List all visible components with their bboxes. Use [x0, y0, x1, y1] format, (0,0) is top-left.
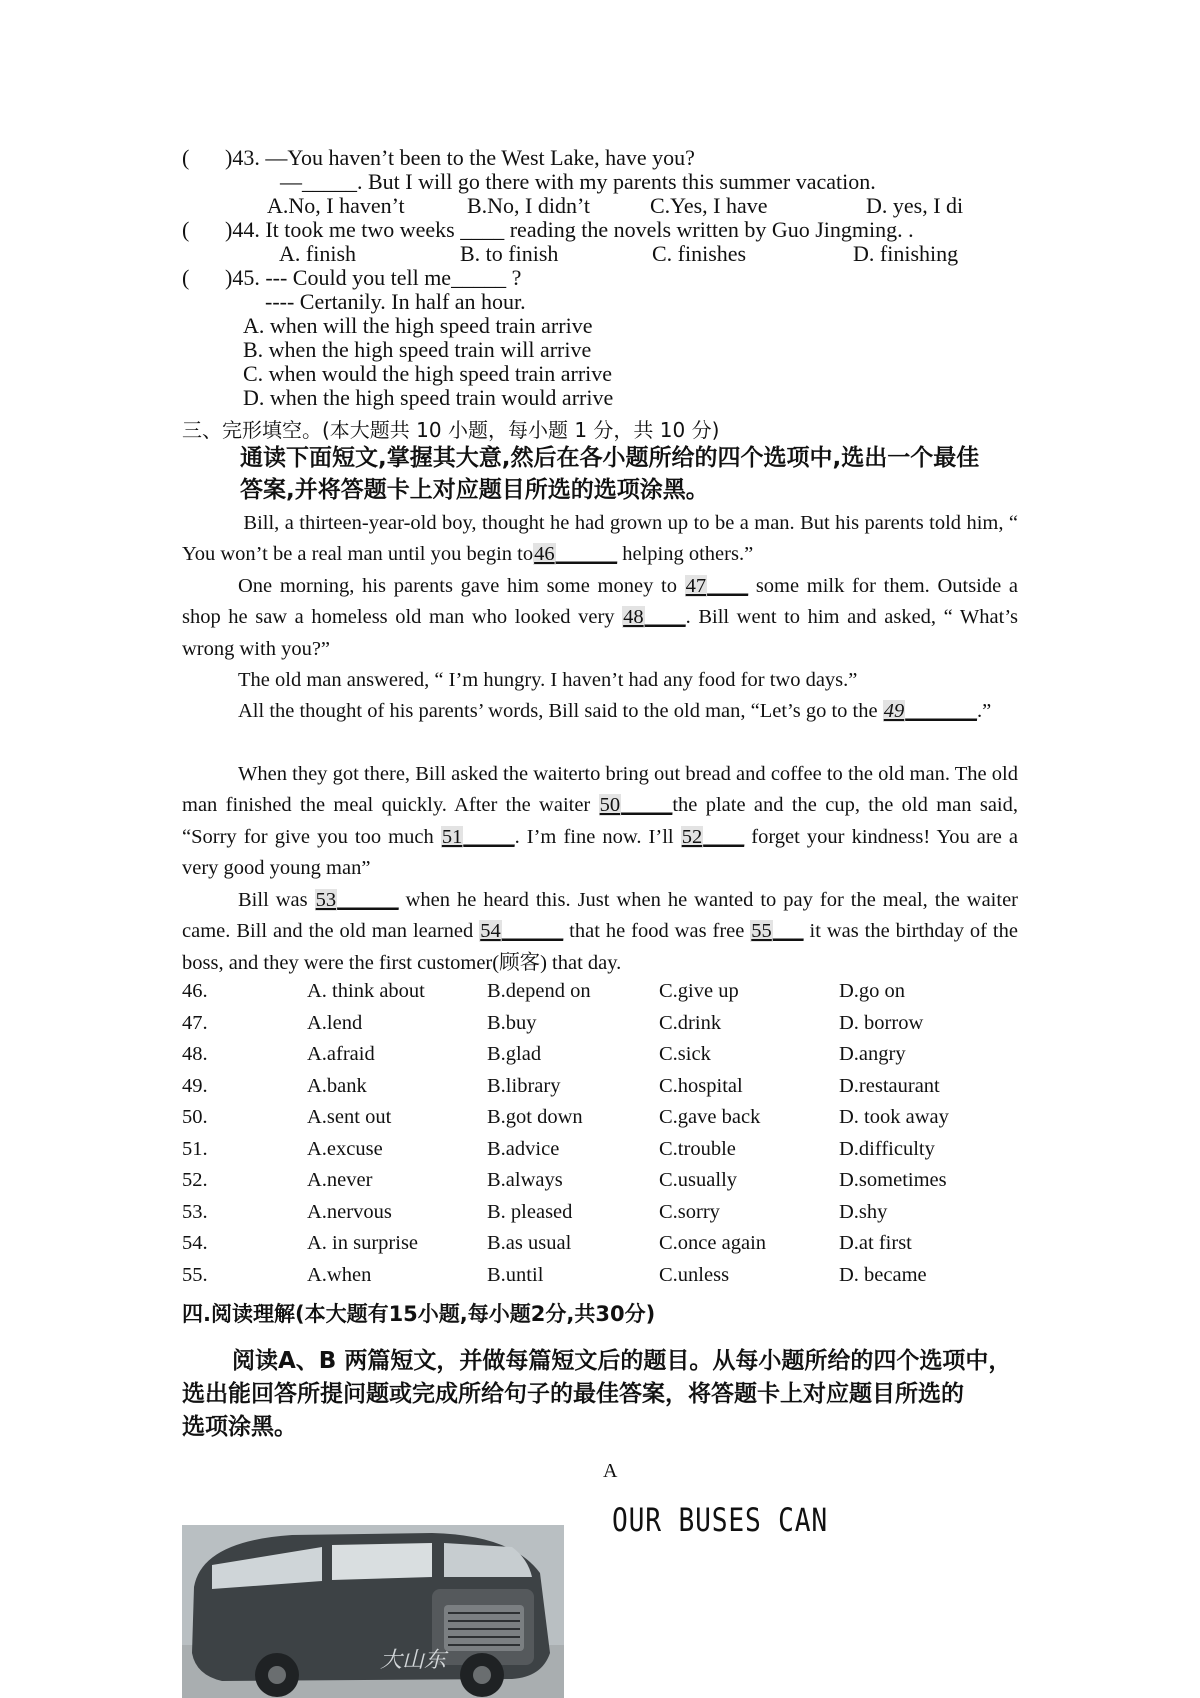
blank-47: 47____: [685, 575, 749, 597]
option-number: 54.: [182, 1232, 208, 1254]
option-45-b: B. when the high speed train will arrive: [243, 337, 592, 362]
cloze-paragraph-6: Bill was 53______ when he heard this. Just when he wanted to pay for the meal, the waiter came. Bill and the old man learned 54______ that he food was free 55___ it was the birthday of the boss, and they were the first customer(顾客) that day.: [182, 889, 1018, 974]
option-b: B.until: [487, 1263, 544, 1286]
blank-51: 51_____: [441, 825, 515, 848]
question-45-reply: ---- Certanily. In half an hour.: [265, 289, 526, 314]
option-a: A.nervous: [307, 1200, 392, 1223]
options-row-52: [182, 1169, 1018, 1201]
option-a: A.excuse: [307, 1137, 383, 1160]
options-row-49: [182, 1075, 1018, 1107]
option-a: A.bank: [307, 1074, 367, 1097]
section-4-instruction-line1: 阅读A、B 两篇短文，并做每篇短文后的题目。从每小题所给的四个选项中，: [232, 1348, 1012, 1374]
option-a: A.when: [307, 1263, 372, 1286]
cloze-paragraph-2: One morning, his parents gave him some money to 47____ some milk for them. Outside a shop he saw a homeless old man who looked very 48____. Bill went to him and asked, “ What’s wrong with you?”: [182, 575, 1019, 660]
cloze-paragraph-4: All the thought of his parents’ words, Bill said to the old man, “Let’s go to the 49_______.”: [238, 700, 992, 722]
section-4-heading: 四.阅读理解(本大题有15小题,每小题2分,共30分): [182, 1302, 656, 1326]
option-43-c: C.Yes, I have: [650, 193, 768, 218]
option-number: 53.: [182, 1200, 208, 1223]
option-a: A.afraid: [307, 1043, 375, 1065]
option-d: D. became: [839, 1263, 927, 1286]
question-43-paren: (: [182, 145, 190, 170]
option-d: D.restaurant: [839, 1074, 940, 1097]
option-b: B.always: [487, 1169, 563, 1191]
option-c: C.trouble: [659, 1137, 736, 1160]
cloze-paragraph-3: The old man answered, “ I’m hungry. I haven’t had any food for two days.”: [238, 669, 858, 691]
option-d: D.difficulty: [839, 1137, 935, 1160]
cloze-paragraph-1: Bill, a thirteen-year-old boy, thought he had grown up to be a man. But his parents told him, “ You won’t be a real man until you begin to46______ helping others.”: [182, 512, 1018, 566]
question-44-paren: (: [182, 217, 190, 242]
question-45-paren: (: [182, 265, 190, 290]
option-a: A.never: [307, 1169, 373, 1191]
option-44-b: B. to finish: [460, 241, 559, 266]
cloze-paragraph-5: When they got there, Bill asked the waiterto bring out bread and coffee to the old man. The old man finished the meal quickly. After the waiter 50_____the plate and the cup, the old man said, “Sorry for give you too much 51_____. I’m fine now. I’ll 52____ forget your kindness! You are a very good young man”: [182, 763, 1018, 880]
option-d: D.go on: [839, 980, 906, 1002]
blank-50: 50_____: [599, 794, 673, 817]
blank-46: 46______: [534, 543, 618, 566]
option-number: 55.: [182, 1263, 208, 1286]
option-b: B.got down: [487, 1106, 583, 1128]
question-45-stem: )45. --- Could you tell me_____ ?: [225, 265, 522, 290]
options-row-55: [182, 1264, 1018, 1296]
option-44-c: C. finishes: [652, 241, 747, 266]
option-44-d: D. finishing: [853, 241, 959, 266]
blank-52: 52____: [681, 825, 745, 848]
option-c: C.unless: [659, 1263, 730, 1286]
option-number: 48.: [182, 1043, 208, 1065]
blank-48: 48____: [623, 606, 686, 629]
option-number: 47.: [182, 1011, 208, 1034]
option-44-a: A. finish: [279, 241, 356, 266]
option-d: D.at first: [839, 1232, 912, 1254]
blank-49: 49_______: [883, 700, 977, 722]
option-a: A. in surprise: [307, 1232, 419, 1254]
option-c: C.usually: [659, 1169, 738, 1191]
blank-54: 54______: [480, 920, 564, 943]
option-c: C.hospital: [659, 1074, 743, 1097]
section-3-heading: 三、完形填空。(本大题共 10 小题，每小题 1 分，共 10 分): [182, 418, 720, 442]
blank-53: 53______: [315, 889, 399, 911]
question-44-stem: )44. It took me two weeks ____ reading the novels written by Guo Jingming. .: [225, 217, 914, 242]
option-d: D. borrow: [839, 1011, 924, 1034]
option-43-a: A.No, I haven’t: [267, 193, 405, 218]
option-c: C.give up: [659, 980, 739, 1002]
options-row-46: [182, 980, 1018, 1012]
option-a: A.lend: [307, 1011, 363, 1034]
option-b: B.as usual: [487, 1232, 572, 1254]
option-45-c: C. when would the high speed train arrive: [243, 361, 613, 386]
option-c: C.sorry: [659, 1200, 720, 1223]
option-b: B.glad: [487, 1043, 542, 1065]
option-43-b: B.No, I didn’t: [467, 193, 591, 218]
ad-headline: OUR BUSES CAN: [612, 1501, 829, 1539]
options-row-48: [182, 1043, 1018, 1075]
option-d: D.angry: [839, 1043, 906, 1065]
option-45-a: A. when will the high speed train arrive: [243, 313, 593, 338]
option-number: 51.: [182, 1137, 208, 1160]
option-d: D.sometimes: [839, 1169, 947, 1191]
option-d: D.shy: [839, 1200, 888, 1223]
options-row-54: [182, 1232, 1018, 1264]
option-number: 50.: [182, 1106, 208, 1128]
option-c: C.once again: [659, 1232, 767, 1254]
option-b: B.advice: [487, 1137, 560, 1160]
section-3-instruction-line1: 通读下面短文,掌握其大意,然后在各小题所给的四个选项中,选出一个最佳: [240, 445, 980, 471]
option-c: C.sick: [659, 1043, 711, 1065]
bus-photo: [182, 1525, 564, 1698]
question-43-reply: —_____. But I will go there with my parents this summer vacation.: [280, 169, 876, 194]
options-row-50: [182, 1106, 1018, 1138]
option-number: 49.: [182, 1074, 208, 1097]
option-43-d: D. yes, I di: [866, 193, 964, 218]
section-4-instruction-line2: 选出能回答所提问题或完成所给句子的最佳答案，将答题卡上对应题目所选的: [182, 1381, 964, 1407]
option-b: B.buy: [487, 1011, 537, 1034]
option-a: A.sent out: [307, 1106, 392, 1128]
passage-a-label: A: [603, 1460, 618, 1482]
options-row-47: [182, 1012, 1018, 1044]
option-45-d: D. when the high speed train would arrive: [243, 385, 614, 410]
option-number: 46.: [182, 980, 208, 1002]
option-c: C.drink: [659, 1011, 722, 1034]
option-a: A. think about: [307, 980, 425, 1002]
option-d: D. took away: [839, 1106, 949, 1128]
options-row-53: [182, 1201, 1018, 1233]
option-b: B.library: [487, 1074, 561, 1097]
option-c: C.gave back: [659, 1106, 761, 1128]
watermark-text: 大山东: [380, 1648, 447, 1673]
question-43-stem: )43. —You haven’t been to the West Lake, have you?: [225, 145, 695, 170]
option-b: B. pleased: [487, 1200, 573, 1223]
section-4-instruction-line3: 选项涂黑。: [182, 1414, 297, 1440]
blank-55: 55___: [751, 920, 804, 943]
option-number: 52.: [182, 1169, 208, 1191]
section-3-instruction-line2: 答案,并将答题卡上对应题目所选的选项涂黑。: [240, 477, 709, 503]
options-row-51: [182, 1138, 1018, 1170]
option-b: B.depend on: [487, 980, 591, 1002]
